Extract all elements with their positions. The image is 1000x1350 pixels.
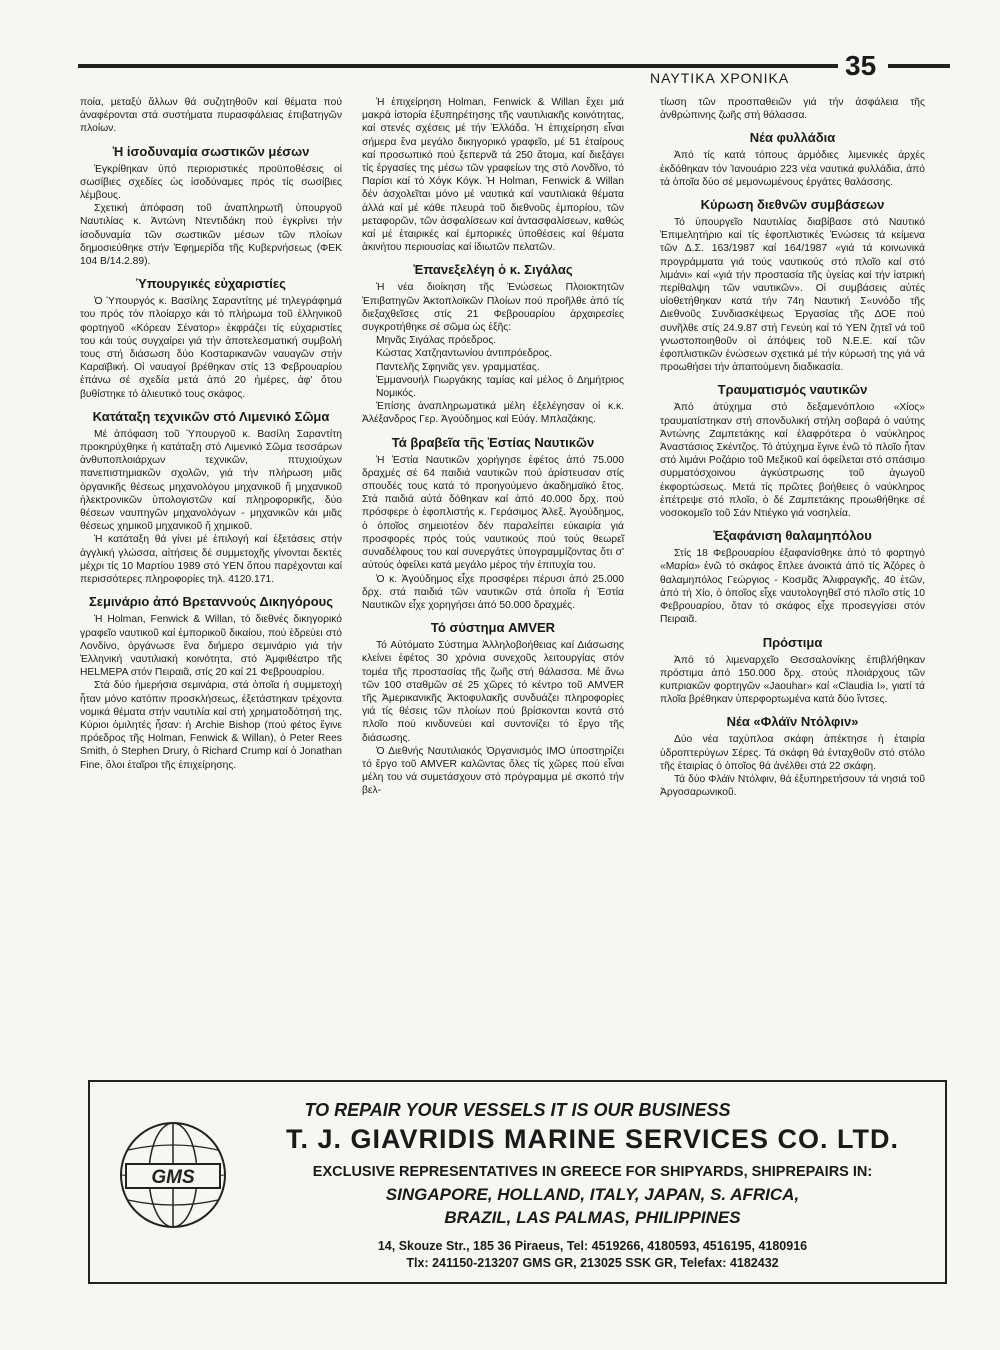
ad-company-name: T. J. GIAVRIDIS MARINE SERVICES CO. LTD. bbox=[285, 1124, 900, 1154]
article-heading: Τά βραβεῖα τῆς Ἑστίας Ναυτικῶν bbox=[391, 434, 595, 450]
paragraph: Ἀπό τίς κατά τόπους ἁρμόδιες λιμενικές ἀρχές ἐκδόθηκαν τόν Ἰανουάριο 223 νέα ναυτικά φυλλάδια, ἀπό τά ὁποῖα δύο σέ μεμονωμένους ἐργάτες θαλάσσης. bbox=[660, 150, 925, 188]
advertisement bbox=[88, 1080, 947, 1284]
paragraph: ποία, μεταξύ ἄλλων θά συζητηθοῦν καί θέματα πού ἀναφέρονται στά συστήματα πυρασφάλειας ἐπιβατηγῶν πλοίων. bbox=[80, 97, 342, 135]
paragraph: Ἀπό ἀτύχημα στό δεξαμενόπλοιο «Χίος» τραυματίστηκαν στή σπονδυλική στήλη σοβαρά ὁ ναύτης Ἀντώνης Ζαμπετάκης καί ἐλαφρότερα ὁ ναύκληρος Ἀναστάσιος Σκέντζος. Τό ἀτύχημα ἔγινε ἐνῶ τό πλοῖο ἦταν στό λιμάνι Ροζάριο τοῦ Μεξικοῦ καί ὀφείλεται στό σπάσιμο συρματόσχοινου ἀγκύστρωσης τοῦ ἀγωγοῦ ἐκφορτώσεως. Μετά τίς πρῶτες βοήθειες ὁ ναύκληρος ἐπέτρεψε στό πλοῖο, ὁ δέ Ζαμπετάκης προωθήθηκε σέ νοσοκομεῖο τοῦ Σάν Ντιέγκο γιά νοσηλεία. bbox=[660, 402, 925, 520]
article-heading: Νέα φυλλάδια bbox=[749, 130, 836, 146]
ad-address: 14, Skouze Str., 185 36 Piraeus, Tel: 4519266, 4180593, 4516195, 4180916 bbox=[377, 1239, 808, 1253]
column-1 bbox=[80, 96, 342, 772]
paragraph: Ὁ Ὑπουργός κ. Βασίλης Σαραντίτης μέ τηλεγράφημά του πρός τόν πλοίαρχο κάι τό πλήρωμα τοῦ ἑλληνικοῦ φορτηγοῦ «Κόρεαν Σένατορ» ἐκφράζει τίς εὐχαριστίες του κάι τούς συγχαίρει γιά τήν ἀποτελεσματική συμβολή τους στή διάσωση δύο Κοσταρικανῶν ναυαγῶν στήν Καραϊβική. Οἱ ναυαγοί βρέθηκαν στίς 13 Φεβρουαρίου ἐπάνω σέ σχεδία μετά ἀπό 20 ἡμέρες, ἀφ' ὅτου βυθίστηκε τό ἁλιευτικό τους σκάφος. bbox=[80, 296, 342, 400]
article-heading: Τραυματισμός ναυτικῶν bbox=[717, 382, 868, 398]
ad-telex: Tlx: 241150-213207 GMS GR, 213025 SSK GR, Telefax: 4182432 bbox=[406, 1256, 779, 1270]
paragraph: Τό ὑπουργεῖο Ναυτιλίας διαβίβασε στό Ναυτικό Ἐπιμελητήριο καί τίς ἐφοπλιστικές Ἑνώσεις τά κείμενα τῶν Δ.Σ. 163/1987 καί 164/1987 «γιά τά κοινωνικά προγράμματα γιά τούς ναυτικούς στό πλοῖο καί στό λιμάνι» καί «γιά τήν προστασία τῆς ὑγείας καί τήν ἰατρική περίθαλψη τῶν ναυτικῶν». Οἱ συμβάσεις αὐτές υἱοθετήθηκαν κατά τήν 74η Ναυτική Σ«υνόδο τῆς Διεθνοῦς Συνδιασκέψεως Ἐργασίας τῆς ΔΟΕ πού συνῆλθε στίς 24.9.87 στή Γενεύη καί τό ΥΕΝ ζητεῖ νά τοῦ γνωστοποιηθοῦν οἱ ἀπόψεις τοῦ Ν.Ε.Ε. καί τῶν ἐφοπλιστικῶν ἑνώσεων σχετικά μέ τήν κύρωσή της γιά νά προωθήσει τήν ἀπαιτούμενη διαδικασία. bbox=[660, 217, 925, 374]
paragraph: Ἐγκρίθηκαν ὑπό περιοριστικές προϋποθέσεις οἱ σωσίβιες σχεδίες ὡς ἰσοδύναμες πρός τίς σωσίβιες λέμβους. bbox=[80, 163, 342, 202]
ad-countries-line-1: SINGAPORE, HOLLAND, ITALY, JAPAN, S. AFRICA, bbox=[385, 1185, 800, 1204]
paragraph: τίωση τῶν προσπαθειῶν γιά τήν ἀσφάλεια τῆς ἀνθρώπινης ζωῆς στή θάλασσα. bbox=[660, 97, 925, 122]
paragraph: Ἡ ἐπιχείρηση Holman, Fenwick & Willan ἔχει μιά μακρά ἱστορία ἐξυπηρέτησης τῆς ναυτιλιακῆς κοινότητας, καί στενές σχέσεις μέ τήν Ἑλλάδα. Ἡ ἐπιχείρηση εἶναι σήμερα ἕνα μεγάλο δικηγορικό γραφεῖο, μέ 51 ἑταίρους καί προσωπικό πού ξεπερνᾶ τά 250 ἄτομα, καί διεξάγει τίς ἐργασίες της μέσω τῶν γραφείων της στό Λονδῖνο, τό Παρίσι καί τό Χόγκ Κόγκ. Ἡ Holman, Fenwick & Willan δέν ἀσχολεῖται μόνο μέ ναυτικά καί ναυτιλιακά θέματα ἀλλά καί μέ κάθε πλευρά τοῦ διεθνοῦς ἐμπορίου, τῶν μεταφορῶν, τῶν ἀσφαλίσεων καί ἀντασφαλίσεων, καθώς καί μέ ἑταιρικές καί ἐμπορικές ὑποθέσεις καί θέματα ἀκινήτου περιουσίας καί ἰδιωτῶν πελατῶν. bbox=[362, 97, 624, 254]
column-2 bbox=[362, 96, 624, 798]
article-heading: Ὑπουργικές εὐχαριστίες bbox=[136, 276, 286, 292]
ad-exclusive-text: EXCLUSIVE REPRESENTATIVES IN GREECE FOR SHIPYARDS, SHIPREPAIRS IN: bbox=[312, 1164, 873, 1180]
paragraph: Ἡ νέα διοίκηση τῆς Ἑνώσεως Πλοιοκτητῶν Ἐπιβατηγῶν Ἀκτοπλοϊκῶν Πλοίων πού προῆλθε ἀπό τίς διεξαχθεῖσες στίς 21 Φεβρουαρίου ἀρχαιρεσίες συγκροτήθηκε σέ σῶμα ὡς ἑξῆς: bbox=[362, 282, 624, 334]
paragraph: Μέ ἀπόφαση τοῦ Ὑπουργοῦ κ. Βασίλη Σαραντίτη προκηρύχθηκε ἡ κατάταξη στό Λιμενικό Σῶμα τεσσάρων ἀνθυποπλοιάρχων τεχνικῶν, πτυχιούχων πανεπιστημιακῶν σχολῶν, γιά τήν πλήρωση μιᾶς ὀργανικῆς θέσεως μηχανολόγου μηχανικοῦ ἤ μηχανικοῦ ἠλεκτρονικῶν ὑπολογιστῶν καί πληροφορικῆς, δύο θέσεων ναυπηγῶν μηχανολόγων - μηχανικῶν κάι μιᾶς θέσεως χημικοῦ μηχανικοῦ ἤ χημικοῦ. bbox=[80, 428, 342, 533]
article-heading: Τό σύστημα AMVER bbox=[430, 620, 556, 636]
column-3 bbox=[660, 96, 925, 799]
article-heading: Νέα «Φλάϊν Ντόλφιν» bbox=[726, 714, 859, 730]
masthead-rule-right bbox=[888, 64, 950, 68]
article-heading: Πρόστιμα bbox=[762, 634, 823, 650]
list-item: Ἐμμανουήλ Γιωργάκης ταμίας καί μέλος ὁ Δημήτριος Νομικός. bbox=[376, 374, 624, 400]
gms-globe-logo-icon bbox=[108, 1110, 238, 1240]
paragraph: Ἡ Ἑστία Ναυτικῶν χορήγησε ἐφέτος ἀπό 75.000 δραχμές σέ 64 παιδιά ναυτικῶν πού ἀρίστευσαν στίς σπουδές τους κατά τό προηγούμενο ἀκαδημαϊκό ἔτος. Στά παιδιά αὐτά δόθηκαν καί ἀπό 40.000 δρχ. πού πρόσφερε ὁ ἐφοπλιστής κ. Γεράσιμος Ἀλεξ. Ἀγούδημος, ὁ ὁποῖος σημειοτέον δέν παραλείπει εὐκαιρία γιά προσφορές πρός τούς ναυτικούς πού τούς θεωρεῖ συναδέλφους του καί συνεργάτες ὑπογραμμίζοντας ὅτι σ' αὐτούς ὀφείλει κατά μεγάλο μέρος τήν ἐπιτυχία του. bbox=[362, 454, 624, 572]
page-number: 35 bbox=[845, 50, 877, 81]
ad-countries-line-2: BRAZIL, LAS PALMAS, PHILIPPINES bbox=[444, 1208, 741, 1227]
list-item: Κώστας Χατζηαντωνίου ἀντιπρόεδρος. bbox=[376, 348, 553, 360]
list-item: Μηνᾶς Σιγάλας πρόεδρος. bbox=[376, 335, 497, 347]
article-heading: Κύρωση διεθνῶν συμβάσεων bbox=[700, 197, 885, 213]
paragraph: Στίς 18 Φεβρουαρίου ἐξαφανίσθηκε ἀπό τό φορτηγό «Μαρία» ἐνῶ τό σκάφος ἔπλεε ἀνοικτά ἀπό τίς Ἀζόρες ὁ θαλαμηπόλος Γεώργιος - Κοσμᾶς Ἀλιφραγκῆς, 40 ἐτῶν, ἀπό τή Χίο, ὁ ὁποῖος εἶχε ναυτολογηθεῖ στό πλοῖο στίς 10 Φεβρουαρίου, ὅταν τό σκάφος εἶχε προσεγγίσει στόν Πειραιᾶ. bbox=[660, 548, 925, 626]
paragraph: Τά δύο Φλάϊν Ντόλφιν, θά ἐξυπηρετήσουν τά νησιά τοῦ Ἀργοσαρωνικοῦ. bbox=[660, 773, 925, 799]
paragraph: Στά δύο ἡμερήσια σεμινάρια, στά ὁποῖα ἡ συμμετοχή ἦταν μόνο κατόπιν προσκλήσεως, ἐξετάστηκαν τρέχοντα νομικά θέματα στήν ναυτιλία καί στή χρηματοδότησή της. Κύριοι ὁμιλητές ἦσαν: ἡ Archie Bishop (πού φέτος ἔγινε πρόεδρος τῆς Holman, Fenwick & Willan), ὁ Peter Rees Smith, ὁ Stephen Drury, ὁ Richard Crump καί ὁ Jonathan Fine, ὅλοι ἑταῖροι τῆς ἐπιχείρησης. bbox=[80, 680, 342, 771]
article-heading: Ἡ ἰσοδυναμία σωστικῶν μέσων bbox=[112, 143, 310, 159]
paragraph: Ὁ Διεθνής Ναυτιλιακός Ὀργανισμός ΙΜΟ ὑποστηρίζει τό ἔργο τοῦ AMVER καλῶντας ὅλες τίς χῶρες πού εἶναι μέλη του νά συμετάσχουν στό πρόγραμμα μέ σκοπό τήν βελ- bbox=[362, 745, 624, 797]
paragraph: Δύο νέα ταχύπλοα σκάφη ἀπέκτησε ἡ ἑταιρία ὑδροπτερύγων Σέρες. Τά σκάφη θά ἐνταχθοῦν στό στόλο τῆς ἑταιρίας ὁ ὁποῖος θά ἀνέλθει στά 22 σκάφη. bbox=[660, 734, 925, 772]
ad-tagline: TO REPAIR YOUR VESSELS IT IS OUR BUSINESS bbox=[304, 1100, 731, 1120]
article-heading: Ἐπανεξελέγη ὁ κ. Σιγάλας bbox=[413, 262, 573, 278]
publication-name: ΝΑΥΤΙΚΑ ΧΡΟΝΙΚΑ bbox=[650, 70, 790, 86]
article-heading: Ἐξαφάνιση θαλαμηπόλου bbox=[713, 528, 872, 544]
paragraph: Ὁ κ. Ἀγούδημος εἶχε προσφέρει πέρυσι ἀπό 25.000 δρχ. στά παιδιά τῶν ναυτικῶν στά ὁποῖα ἡ Ἑστία Ναυτικῶν εἶχε χορηγήσει ἀπό 50.000 δραχμές. bbox=[362, 573, 624, 611]
paragraph: Ἀπό τό λιμεναρχεῖο Θεσσαλονίκης ἐπιβλήθηκαν πρόστιμα ἀπό 150.000 δρχ. στούς πλοιάρχους τῶν κυπριακῶν φορτηγῶν «Jaouhar» καί «Claudia I», γιατί τά πλοῖα βρέθηκαν ὑπερφορτωμένα κατά δύο ἴντσες. bbox=[660, 654, 925, 706]
article-heading: Σεμινάριο ἀπό Βρεταννούς Δικηγόρους bbox=[89, 594, 333, 610]
list-item: Παντελῆς Σφηνιᾶς γεν. γραμματέας. bbox=[376, 361, 540, 373]
paragraph: Ἡ Holman, Fenwick & Willan, τό διεθνές δικηγορικό γραφεῖο ναυτικοῦ καί ἐμπορικοῦ δικαίου, πού ἑδρεύει στό Λονδίνο, ὀργάνωσε ἕνα διήμερο σεμινάριο γιά τήν Ἑλληνική ναυτιλιακή κοινότητα, στό Ἀμφιθέατρο τῆς HELMEPA στόν Πειραιᾶ, στίς 20 καί 21 Φεβρουαρίου. bbox=[80, 614, 342, 679]
paragraph: Ἡ κατάταξη θά γίνει μέ ἐπιλογή καί ἐξετάσεις στήν ἀγγλική γλώσσα, αἰτήσεις δέ συμμετοχῆς γίνονται δεκτές μέχρι τίς 10 Μαρτίου 1989 στό ΥΕΝ ὅπου παρέχονται καί περισσότερες πληροφορίες τηλ. 4120.171. bbox=[80, 534, 342, 586]
svg-text:GMS: GMS bbox=[151, 1167, 195, 1188]
paragraph: Σχετική ἀπόφαση τοῦ ἀναπληρωτῆ ὑπουργοῦ Ναυτιλίας κ. Ἀντώνη Ντεντιδάκη πού ἐγκρίνει τήν ἰσοδυναμία τῶν σωστικῶν μέσων τῶν πλοίων δημοσιεύθηκε στήν Ἐφημερίδα τῆς Κυβερνήσεως (ΦΕΚ 104 Β/14.2.89). bbox=[80, 203, 342, 268]
paragraph: Τό Αὐτόματο Σύστημα Ἀλληλοβοήθειας καί Διάσωσης κλείνει ἐφέτος 30 χρόνια συνεχοῦς λειτουργίας στόν τομέα τῆς προστασίας τῆς ζωῆς στή θάλασσα. Μέ ἄνω τῶν 100 σταθμῶν σέ 25 χῶρες τό κέντρο τοῦ AMVER τῆς Ἀμερικανικῆς Ἀκτοφυλακῆς συνδυάζει πληροφορίες γιά τίς θέσεις τῶν πλοίων πού βρίσκονται κοντά στό πλοῖο πού κινδυνεύει καί συντονίζει τό ἔργο τῆς διάσωσης. bbox=[362, 640, 624, 744]
paragraph: Ἐπίσης ἀναπληρωματικά μέλη ἐξελέγησαν οἱ κ.κ. Ἀλέξανδρος Γερ. Ἀγούδημος καί Εὐάγ. Μπλαζάκης. bbox=[362, 401, 624, 426]
masthead-rule bbox=[78, 64, 838, 68]
article-heading: Κατάταξη τεχνικῶν στό Λιμενικό Σῶμα bbox=[92, 408, 330, 424]
